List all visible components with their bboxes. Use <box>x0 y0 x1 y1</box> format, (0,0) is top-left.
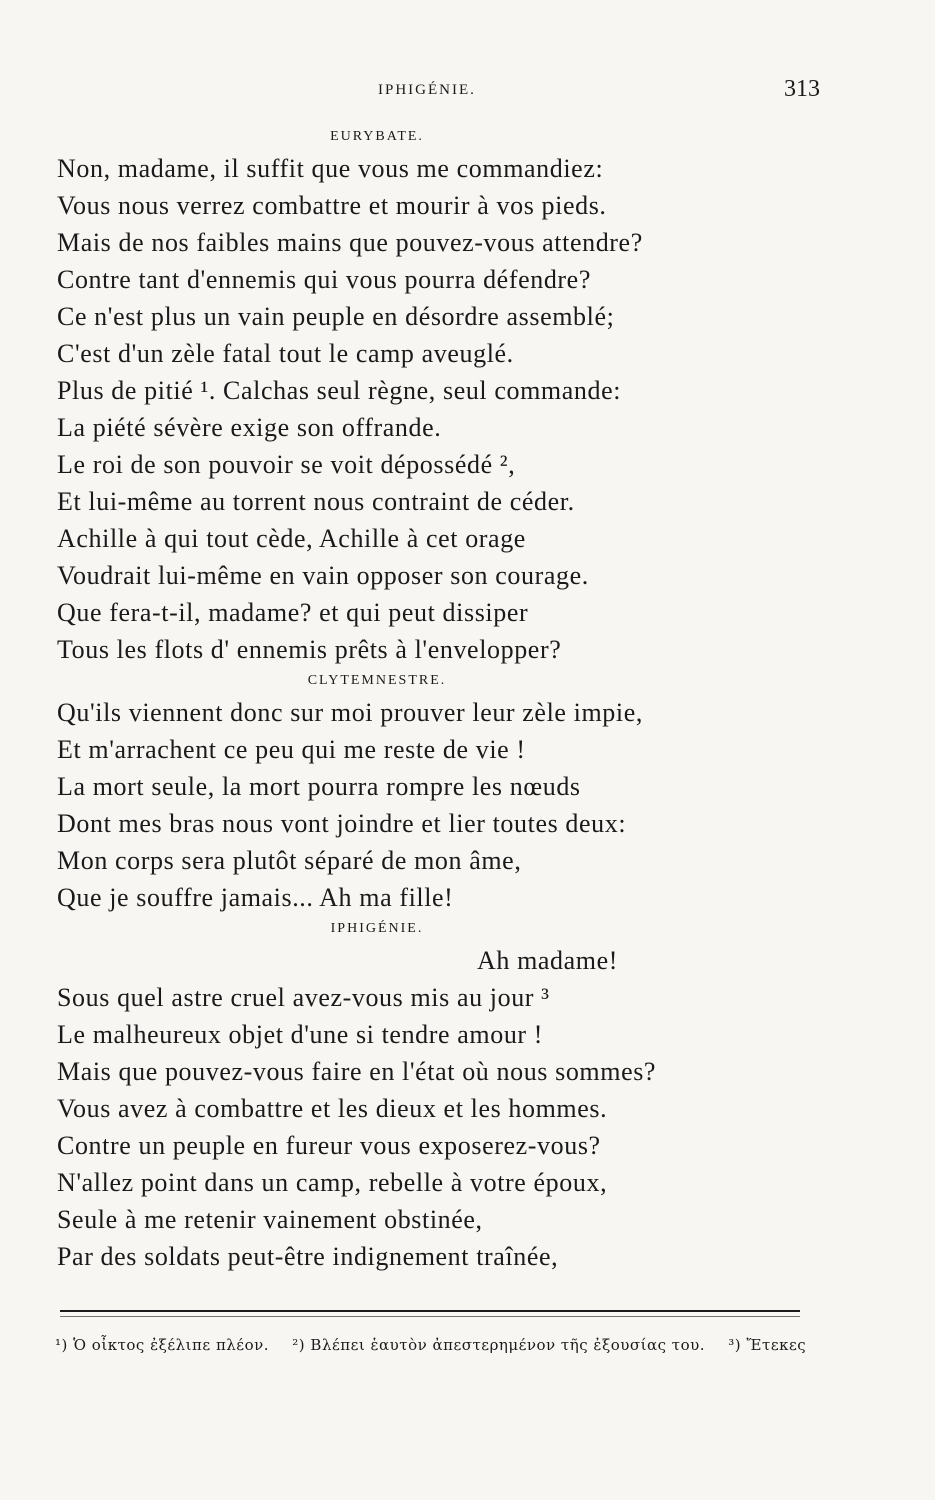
page-header <box>60 76 820 106</box>
verse-line: Mon corps sera plutôt séparé de mon âme, <box>57 846 522 875</box>
speaker-name: CLYTEMNESTRE. <box>307 673 447 688</box>
verse-line: Tous les flots d' ennemis prêts à l'envelopper? <box>57 635 562 664</box>
verse-line: Que fera-t-il, madame? et qui peut dissiper <box>57 598 529 627</box>
verse-line: Qu'ils viennent donc sur moi prouver leur zèle impie, <box>57 698 643 727</box>
verse-line: Vous avez à combattre et les dieux et les hommes. <box>57 1094 608 1123</box>
verse-line: Dont mes bras nous vont joindre et lier toutes deux: <box>57 809 627 838</box>
verse-line: Achille à qui tout cède, Achille à cet orage <box>57 524 526 553</box>
verse-line: Et lui-même au torrent nous contraint de céder. <box>57 487 575 516</box>
footnote-rule-thin <box>60 1316 800 1317</box>
speaker-name: IPHIGÉNIE. <box>330 921 424 936</box>
verse-line: Mais que pouvez-vous faire en l'état où nous sommes? <box>57 1057 657 1086</box>
verse-line: La mort seule, la mort pourra rompre les nœuds <box>57 772 581 801</box>
footnote-3: ³) Ἔτεκες <box>728 1336 807 1354</box>
verse-line: Ce n'est plus un vain peuple en désordre assemblé; <box>57 302 615 331</box>
verse-line: Sous quel astre cruel avez-vous mis au jour ³ <box>57 983 550 1012</box>
verse-line: Mais de nos faibles mains que pouvez-vous attendre? <box>57 228 643 257</box>
speaker-name: EURYBATE. <box>330 129 424 144</box>
footnotes <box>55 1336 815 1354</box>
verse-line: Contre tant d'ennemis qui vous pourra défendre? <box>57 265 591 294</box>
verse-text <box>57 124 817 1275</box>
verse-line: Contre un peuple en fureur vous exposerez-vous? <box>57 1131 601 1160</box>
verse-line: Seule à me retenir vainement obstinée, <box>57 1205 483 1234</box>
verse-line: Ah madame! <box>477 946 619 975</box>
footnote-2: ²) Βλέπει ἑαυτὸν ἀπεστερημένον τῆς ἐξουσίας του. <box>292 1336 705 1354</box>
verse-line: Voudrait lui-même en vain opposer son courage. <box>57 561 589 590</box>
verse-line: Non, madame, il suffit que vous me commandiez: <box>57 154 604 183</box>
verse-line: La piété sévère exige son offrande. <box>57 413 442 442</box>
verse-line: C'est d'un zèle fatal tout le camp aveuglé. <box>57 339 514 368</box>
running-title: IPHIGÉNIE. <box>378 82 476 98</box>
verse-line: N'allez point dans un camp, rebelle à votre époux, <box>57 1168 608 1197</box>
footnote-1: ¹) Ὁ οἶκτος ἐξέλιπε πλέον. <box>55 1336 269 1354</box>
verse-line: Le malheureux objet d'une si tendre amour ! <box>57 1020 544 1049</box>
verse-line: Et m'arrachent ce peu qui me reste de vie ! <box>57 735 526 764</box>
verse-line: Par des soldats peut-être indignement traînée, <box>57 1242 559 1271</box>
page-number: 313 <box>784 76 820 102</box>
verse-line: Que je souffre jamais... Ah ma fille! <box>57 883 454 912</box>
footnote-rule <box>60 1310 800 1312</box>
verse-line: Le roi de son pouvoir se voit dépossédé ², <box>57 450 516 479</box>
verse-line: Plus de pitié ¹. Calchas seul règne, seul commande: <box>57 376 622 405</box>
verse-line: Vous nous verrez combattre et mourir à vos pieds. <box>57 191 607 220</box>
